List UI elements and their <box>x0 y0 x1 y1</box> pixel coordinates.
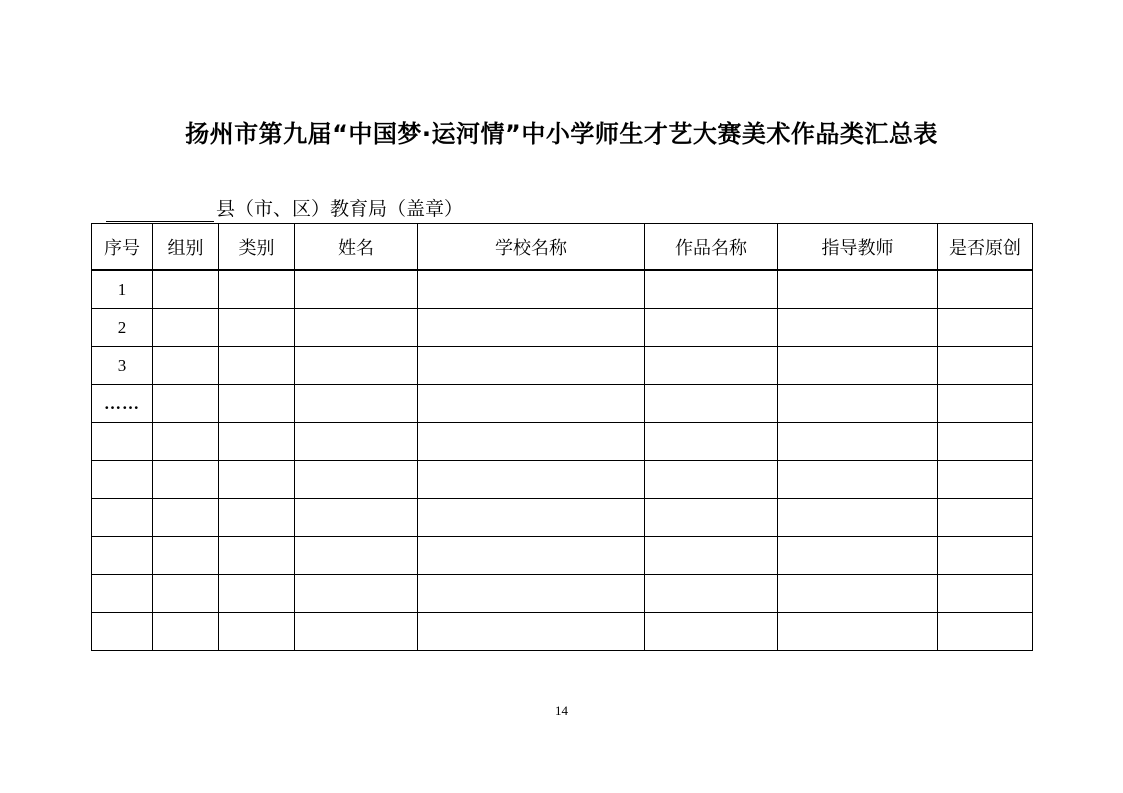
table-cell[interactable] <box>645 423 778 461</box>
header-name: 姓名 <box>295 224 418 271</box>
table-cell[interactable] <box>778 499 938 537</box>
table-cell[interactable] <box>938 385 1033 423</box>
table-cell[interactable] <box>938 499 1033 537</box>
table-cell[interactable] <box>219 270 295 309</box>
table-cell[interactable] <box>778 385 938 423</box>
table-cell[interactable] <box>418 499 645 537</box>
table-cell[interactable] <box>219 385 295 423</box>
row-seq-cell[interactable] <box>92 461 153 499</box>
table-cell[interactable] <box>219 423 295 461</box>
table-cell[interactable] <box>153 347 219 385</box>
table-row <box>92 385 1033 423</box>
row-seq-cell[interactable]: 1 <box>92 270 153 309</box>
table-cell[interactable] <box>153 537 219 575</box>
table-cell[interactable] <box>938 423 1033 461</box>
table-cell[interactable] <box>778 575 938 613</box>
table-cell[interactable] <box>418 461 645 499</box>
table-cell[interactable] <box>778 309 938 347</box>
header-original: 是否原创 <box>938 224 1033 271</box>
table-cell[interactable] <box>295 385 418 423</box>
header-teacher: 指导教师 <box>778 224 938 271</box>
page-title: 扬州市第九届“中国梦·运河情”中小学师生才艺大赛美术作品类汇总表 <box>185 120 938 148</box>
table-row <box>92 461 1033 499</box>
table-cell[interactable] <box>219 499 295 537</box>
table-cell[interactable] <box>938 347 1033 385</box>
table-cell[interactable] <box>153 309 219 347</box>
table-cell[interactable] <box>778 461 938 499</box>
table-cell[interactable] <box>219 347 295 385</box>
table-cell[interactable] <box>219 613 295 651</box>
table-row <box>92 499 1033 537</box>
table-body <box>92 270 1033 651</box>
table-cell[interactable] <box>645 461 778 499</box>
table-cell[interactable] <box>778 423 938 461</box>
table-cell[interactable] <box>295 537 418 575</box>
table-cell[interactable] <box>645 385 778 423</box>
table-cell[interactable] <box>645 270 778 309</box>
seal-label: 县（市、区）教育局（盖章） <box>216 198 464 220</box>
header-work-title: 作品名称 <box>645 224 778 271</box>
table-cell[interactable] <box>938 537 1033 575</box>
table-cell[interactable] <box>418 575 645 613</box>
header-row <box>92 224 1033 271</box>
row-seq-cell[interactable] <box>92 499 153 537</box>
row-seq-cell[interactable]: 2 <box>92 309 153 347</box>
table-cell[interactable] <box>938 575 1033 613</box>
table-cell[interactable] <box>418 423 645 461</box>
table-cell[interactable] <box>295 613 418 651</box>
table-cell[interactable] <box>418 613 645 651</box>
row-seq-cell[interactable] <box>92 537 153 575</box>
row-seq-cell[interactable]: …… <box>92 385 153 423</box>
table-cell[interactable] <box>778 270 938 309</box>
table-cell[interactable] <box>219 309 295 347</box>
table-cell[interactable] <box>295 423 418 461</box>
row-seq-cell[interactable] <box>92 423 153 461</box>
table-cell[interactable] <box>153 613 219 651</box>
table-cell[interactable] <box>295 461 418 499</box>
table-cell[interactable] <box>153 270 219 309</box>
page-number: 14 <box>555 703 568 718</box>
table-cell[interactable] <box>153 575 219 613</box>
table-cell[interactable] <box>645 499 778 537</box>
table-cell[interactable] <box>645 613 778 651</box>
table-row <box>92 575 1033 613</box>
table-cell[interactable] <box>153 385 219 423</box>
table-cell[interactable] <box>153 423 219 461</box>
table-cell[interactable] <box>645 575 778 613</box>
table-cell[interactable] <box>295 309 418 347</box>
table-row <box>92 309 1033 347</box>
table-cell[interactable] <box>645 309 778 347</box>
table-cell[interactable] <box>153 499 219 537</box>
table-cell[interactable] <box>418 270 645 309</box>
header-school: 学校名称 <box>418 224 645 271</box>
table-cell[interactable] <box>418 347 645 385</box>
table-cell[interactable] <box>645 537 778 575</box>
table-row <box>92 423 1033 461</box>
table-cell[interactable] <box>295 270 418 309</box>
table-cell[interactable] <box>418 537 645 575</box>
table-cell[interactable] <box>219 461 295 499</box>
table-cell[interactable] <box>938 613 1033 651</box>
table-cell[interactable] <box>938 309 1033 347</box>
header-seq: 序号 <box>92 224 153 271</box>
table-cell[interactable] <box>418 309 645 347</box>
table-row <box>92 347 1033 385</box>
table-cell[interactable] <box>938 461 1033 499</box>
table-cell[interactable] <box>295 499 418 537</box>
table-cell[interactable] <box>219 575 295 613</box>
table-row <box>92 537 1033 575</box>
table-cell[interactable] <box>153 461 219 499</box>
row-seq-cell[interactable] <box>92 575 153 613</box>
table-cell[interactable] <box>778 613 938 651</box>
table-cell[interactable] <box>938 270 1033 309</box>
row-seq-cell[interactable] <box>92 613 153 651</box>
header-group: 组别 <box>153 224 219 271</box>
seal-line <box>106 196 463 222</box>
table-row <box>92 613 1033 651</box>
table-row <box>92 270 1033 309</box>
summary-table <box>91 223 1033 651</box>
table-cell[interactable] <box>295 575 418 613</box>
header-category: 类别 <box>219 224 295 271</box>
table-cell[interactable] <box>778 537 938 575</box>
table-cell[interactable] <box>418 385 645 423</box>
county-blank-field[interactable] <box>106 199 214 222</box>
table-cell[interactable] <box>295 347 418 385</box>
table-cell[interactable] <box>219 537 295 575</box>
row-seq-cell[interactable]: 3 <box>92 347 153 385</box>
table-cell[interactable] <box>778 347 938 385</box>
table-cell[interactable] <box>645 347 778 385</box>
